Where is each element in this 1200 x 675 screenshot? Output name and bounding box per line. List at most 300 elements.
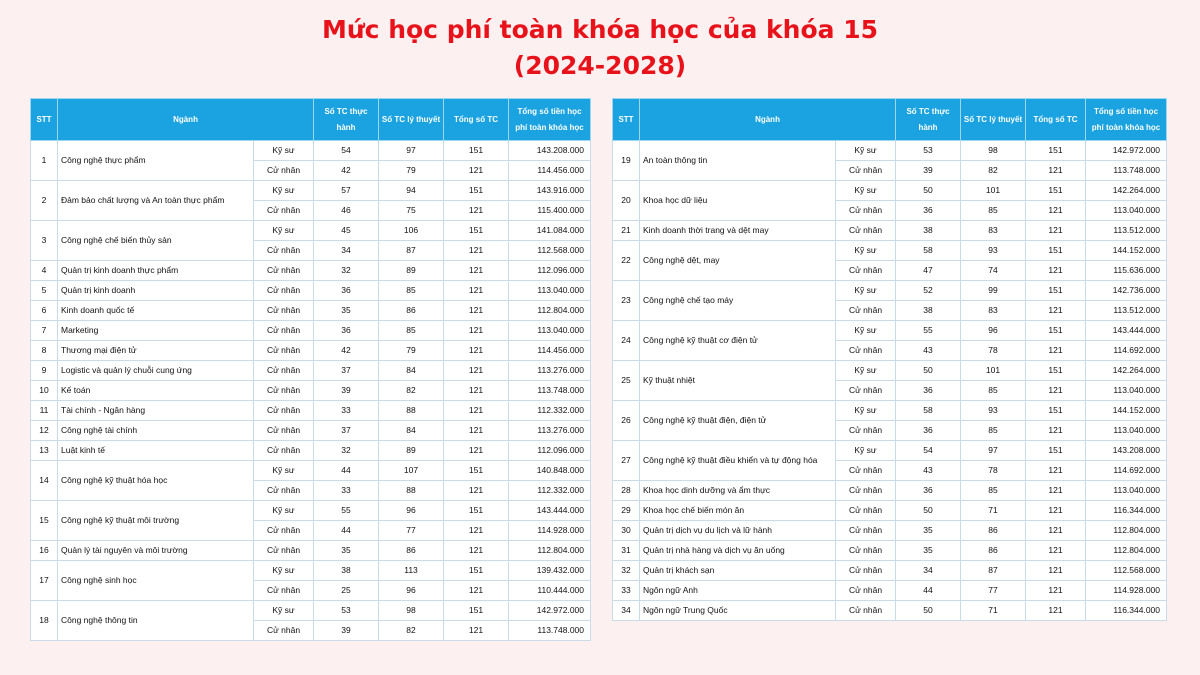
cell-tong-tien: 112.568.000	[509, 241, 591, 261]
cell-tong-tien: 113.512.000	[1086, 301, 1167, 321]
cell-tc-thuc-hanh: 25	[314, 581, 379, 601]
cell-he-dao-tao: Kỹ sư	[836, 321, 896, 341]
cell-tong-tc: 121	[1026, 581, 1086, 601]
cell-tong-tc: 151	[444, 461, 509, 481]
cell-tong-tien: 113.512.000	[1086, 221, 1167, 241]
cell-stt: 1	[31, 141, 58, 181]
header-stt: STT	[613, 99, 640, 141]
cell-tc-ly-thuyet: 85	[961, 201, 1026, 221]
cell-tc-thuc-hanh: 39	[896, 161, 961, 181]
cell-tc-thuc-hanh: 42	[314, 161, 379, 181]
cell-tong-tien: 114.928.000	[1086, 581, 1167, 601]
table-row	[31, 341, 591, 361]
cell-tong-tien: 143.208.000	[1086, 441, 1167, 461]
cell-tong-tien: 113.040.000	[509, 281, 591, 301]
cell-he-dao-tao: Cử nhân	[836, 301, 896, 321]
cell-he-dao-tao: Cử nhân	[836, 541, 896, 561]
cell-tc-ly-thuyet: 98	[961, 141, 1026, 161]
header-tc-thuc-hanh: Số TC thực hành	[896, 99, 961, 141]
cell-tc-ly-thuyet: 85	[961, 381, 1026, 401]
table-row	[613, 181, 1167, 201]
cell-stt: 27	[613, 441, 640, 481]
cell-tc-thuc-hanh: 34	[314, 241, 379, 261]
cell-nganh: Công nghệ kỹ thuật điều khiển và tự động hóa	[640, 441, 836, 481]
cell-tc-ly-thuyet: 99	[961, 281, 1026, 301]
cell-stt: 20	[613, 181, 640, 221]
cell-tong-tc: 151	[1026, 141, 1086, 161]
cell-tong-tc: 121	[1026, 301, 1086, 321]
cell-tong-tc: 121	[1026, 601, 1086, 621]
cell-tong-tien: 112.096.000	[509, 261, 591, 281]
cell-tc-ly-thuyet: 93	[961, 401, 1026, 421]
cell-he-dao-tao: Cử nhân	[254, 421, 314, 441]
cell-tong-tc: 121	[444, 421, 509, 441]
cell-tc-ly-thuyet: 85	[961, 481, 1026, 501]
header-tong-tien: Tổng số tiền học phí toàn khóa học	[509, 99, 591, 141]
cell-he-dao-tao: Kỹ sư	[254, 561, 314, 581]
cell-nganh: Quản trị kinh doanh thực phẩm	[58, 261, 254, 281]
cell-he-dao-tao: Kỹ sư	[254, 461, 314, 481]
header-tong-tien: Tổng số tiền học phí toàn khóa học	[1086, 99, 1167, 141]
cell-tong-tien: 113.748.000	[1086, 161, 1167, 181]
table-row	[613, 501, 1167, 521]
table-row	[613, 521, 1167, 541]
cell-tc-ly-thuyet: 84	[379, 421, 444, 441]
table-row	[613, 221, 1167, 241]
cell-stt: 21	[613, 221, 640, 241]
cell-tc-ly-thuyet: 85	[379, 281, 444, 301]
cell-tong-tien: 113.040.000	[509, 321, 591, 341]
cell-stt: 24	[613, 321, 640, 361]
cell-stt: 25	[613, 361, 640, 401]
cell-he-dao-tao: Cử nhân	[254, 321, 314, 341]
cell-nganh: Công nghệ kỹ thuật hóa học	[58, 461, 254, 501]
cell-stt: 16	[31, 541, 58, 561]
cell-nganh: Marketing	[58, 321, 254, 341]
cell-he-dao-tao: Cử nhân	[254, 361, 314, 381]
header-tc-ly-thuyet: Số TC lý thuyết	[379, 99, 444, 141]
cell-tong-tc: 121	[444, 441, 509, 461]
cell-tong-tc: 151	[444, 601, 509, 621]
cell-tong-tc: 121	[1026, 481, 1086, 501]
cell-nganh: Quản lý tài nguyên và môi trường	[58, 541, 254, 561]
cell-stt: 17	[31, 561, 58, 601]
cell-stt: 14	[31, 461, 58, 501]
cell-stt: 33	[613, 581, 640, 601]
cell-he-dao-tao: Cử nhân	[254, 281, 314, 301]
cell-tong-tien: 112.804.000	[1086, 541, 1167, 561]
table-row	[31, 281, 591, 301]
table-row	[31, 601, 591, 621]
cell-tc-ly-thuyet: 98	[379, 601, 444, 621]
cell-nganh: Công nghệ dệt, may	[640, 241, 836, 281]
cell-nganh: Quản trị khách sạn	[640, 561, 836, 581]
table-body-left	[31, 141, 591, 641]
cell-tc-ly-thuyet: 78	[961, 341, 1026, 361]
cell-tong-tc: 151	[1026, 401, 1086, 421]
cell-tc-thuc-hanh: 47	[896, 261, 961, 281]
cell-tc-ly-thuyet: 86	[961, 521, 1026, 541]
cell-tong-tien: 115.636.000	[1086, 261, 1167, 281]
cell-stt: 19	[613, 141, 640, 181]
cell-nganh: Công nghệ chế tạo máy	[640, 281, 836, 321]
cell-nganh: Quản trị nhà hàng và dịch vụ ăn uống	[640, 541, 836, 561]
cell-tong-tc: 121	[444, 481, 509, 501]
cell-tc-ly-thuyet: 96	[961, 321, 1026, 341]
cell-tong-tien: 114.692.000	[1086, 461, 1167, 481]
cell-tong-tien: 142.264.000	[1086, 181, 1167, 201]
cell-tc-ly-thuyet: 77	[961, 581, 1026, 601]
cell-he-dao-tao: Cử nhân	[836, 581, 896, 601]
cell-he-dao-tao: Kỹ sư	[254, 181, 314, 201]
cell-tong-tien: 143.444.000	[1086, 321, 1167, 341]
cell-tc-ly-thuyet: 94	[379, 181, 444, 201]
header-nganh: Ngành	[58, 99, 314, 141]
cell-he-dao-tao: Cử nhân	[254, 521, 314, 541]
cell-tc-thuc-hanh: 38	[314, 561, 379, 581]
table-row	[613, 441, 1167, 461]
cell-nganh: Quản trị kinh doanh	[58, 281, 254, 301]
cell-tong-tien: 116.344.000	[1086, 601, 1167, 621]
cell-tc-thuc-hanh: 34	[896, 561, 961, 581]
table-row	[31, 361, 591, 381]
cell-he-dao-tao: Kỹ sư	[254, 221, 314, 241]
cell-stt: 12	[31, 421, 58, 441]
cell-nganh: Ngôn ngữ Anh	[640, 581, 836, 601]
cell-tong-tien: 143.444.000	[509, 501, 591, 521]
cell-tc-thuc-hanh: 36	[314, 321, 379, 341]
cell-tong-tc: 121	[444, 361, 509, 381]
table-row	[31, 461, 591, 481]
cell-tc-ly-thuyet: 89	[379, 441, 444, 461]
cell-tong-tc: 121	[444, 401, 509, 421]
cell-tc-thuc-hanh: 50	[896, 361, 961, 381]
cell-he-dao-tao: Cử nhân	[254, 381, 314, 401]
table-row	[613, 401, 1167, 421]
table-row	[31, 561, 591, 581]
cell-tc-thuc-hanh: 44	[314, 521, 379, 541]
cell-tc-thuc-hanh: 43	[896, 461, 961, 481]
cell-tong-tien: 115.400.000	[509, 201, 591, 221]
cell-tong-tien: 113.040.000	[1086, 481, 1167, 501]
cell-he-dao-tao: Cử nhân	[836, 601, 896, 621]
table-row	[613, 601, 1167, 621]
cell-tc-thuc-hanh: 55	[314, 501, 379, 521]
cell-nganh: Khoa học dinh dưỡng và ẩm thực	[640, 481, 836, 501]
cell-tong-tien: 114.456.000	[509, 161, 591, 181]
cell-nganh: Khoa học dữ liệu	[640, 181, 836, 221]
header-stt: STT	[31, 99, 58, 141]
cell-tc-thuc-hanh: 55	[896, 321, 961, 341]
cell-tc-ly-thuyet: 86	[961, 541, 1026, 561]
cell-he-dao-tao: Kỹ sư	[836, 241, 896, 261]
cell-stt: 6	[31, 301, 58, 321]
cell-nganh: Kinh doanh quốc tế	[58, 301, 254, 321]
cell-tong-tien: 113.040.000	[1086, 421, 1167, 441]
cell-tc-thuc-hanh: 37	[314, 361, 379, 381]
cell-tc-thuc-hanh: 44	[314, 461, 379, 481]
cell-tc-ly-thuyet: 88	[379, 401, 444, 421]
table-row	[613, 541, 1167, 561]
cell-tc-thuc-hanh: 36	[896, 421, 961, 441]
cell-tc-thuc-hanh: 39	[314, 381, 379, 401]
header-tong-tc: Tổng số TC	[444, 99, 509, 141]
cell-tc-ly-thuyet: 87	[961, 561, 1026, 581]
cell-tc-ly-thuyet: 78	[961, 461, 1026, 481]
cell-tc-ly-thuyet: 101	[961, 181, 1026, 201]
tuition-table-right	[612, 98, 1167, 621]
cell-stt: 34	[613, 601, 640, 621]
cell-nganh: Công nghệ tài chính	[58, 421, 254, 441]
header-tc-ly-thuyet: Số TC lý thuyết	[961, 99, 1026, 141]
cell-tong-tc: 151	[1026, 441, 1086, 461]
cell-tc-ly-thuyet: 85	[379, 321, 444, 341]
table-row	[31, 261, 591, 281]
cell-tc-ly-thuyet: 85	[961, 421, 1026, 441]
cell-tong-tc: 151	[444, 141, 509, 161]
cell-he-dao-tao: Cử nhân	[254, 581, 314, 601]
cell-tc-thuc-hanh: 53	[896, 141, 961, 161]
cell-tc-thuc-hanh: 58	[896, 241, 961, 261]
cell-nganh: Công nghệ kỹ thuật cơ điện tử	[640, 321, 836, 361]
cell-he-dao-tao: Cử nhân	[254, 301, 314, 321]
cell-tong-tien: 113.276.000	[509, 361, 591, 381]
cell-tong-tc: 151	[1026, 281, 1086, 301]
table-row	[613, 321, 1167, 341]
cell-tc-thuc-hanh: 50	[896, 181, 961, 201]
cell-tc-thuc-hanh: 50	[896, 601, 961, 621]
cell-tc-ly-thuyet: 96	[379, 581, 444, 601]
cell-tc-thuc-hanh: 57	[314, 181, 379, 201]
cell-tong-tien: 142.736.000	[1086, 281, 1167, 301]
cell-he-dao-tao: Kỹ sư	[254, 601, 314, 621]
cell-tc-thuc-hanh: 36	[896, 481, 961, 501]
cell-tong-tien: 113.040.000	[1086, 201, 1167, 221]
cell-he-dao-tao: Cử nhân	[836, 461, 896, 481]
cell-stt: 26	[613, 401, 640, 441]
cell-tong-tc: 151	[1026, 241, 1086, 261]
cell-tc-ly-thuyet: 107	[379, 461, 444, 481]
cell-he-dao-tao: Cử nhân	[836, 341, 896, 361]
cell-tong-tien: 112.332.000	[509, 481, 591, 501]
cell-tc-ly-thuyet: 83	[961, 221, 1026, 241]
cell-tong-tc: 121	[1026, 461, 1086, 481]
cell-tong-tc: 121	[444, 621, 509, 641]
cell-tong-tc: 121	[444, 321, 509, 341]
cell-stt: 22	[613, 241, 640, 281]
cell-nganh: Thương mại điện tử	[58, 341, 254, 361]
cell-tc-ly-thuyet: 106	[379, 221, 444, 241]
cell-he-dao-tao: Cử nhân	[836, 521, 896, 541]
table-body-right	[613, 141, 1167, 621]
cell-stt: 5	[31, 281, 58, 301]
cell-tong-tc: 121	[444, 161, 509, 181]
cell-tc-ly-thuyet: 82	[961, 161, 1026, 181]
cell-nganh: Công nghệ chế biến thủy sản	[58, 221, 254, 261]
cell-tong-tien: 112.804.000	[509, 301, 591, 321]
cell-tong-tien: 112.332.000	[509, 401, 591, 421]
cell-tc-thuc-hanh: 35	[896, 541, 961, 561]
cell-tong-tc: 151	[1026, 321, 1086, 341]
cell-tc-ly-thuyet: 113	[379, 561, 444, 581]
cell-tc-ly-thuyet: 93	[961, 241, 1026, 261]
cell-tc-thuc-hanh: 54	[314, 141, 379, 161]
cell-tong-tc: 121	[1026, 261, 1086, 281]
cell-he-dao-tao: Kỹ sư	[836, 361, 896, 381]
cell-tc-ly-thuyet: 79	[379, 341, 444, 361]
cell-he-dao-tao: Cử nhân	[836, 381, 896, 401]
table-row	[31, 441, 591, 461]
table-row	[613, 481, 1167, 501]
cell-tong-tien: 110.444.000	[509, 581, 591, 601]
cell-tc-thuc-hanh: 33	[314, 401, 379, 421]
cell-nganh: Công nghệ thông tin	[58, 601, 254, 641]
cell-tc-ly-thuyet: 83	[961, 301, 1026, 321]
cell-tc-thuc-hanh: 45	[314, 221, 379, 241]
cell-tc-thuc-hanh: 54	[896, 441, 961, 461]
cell-tong-tc: 121	[444, 581, 509, 601]
cell-tong-tc: 121	[444, 301, 509, 321]
cell-he-dao-tao: Kỹ sư	[836, 441, 896, 461]
cell-tong-tien: 113.748.000	[509, 621, 591, 641]
cell-stt: 4	[31, 261, 58, 281]
cell-tc-ly-thuyet: 82	[379, 621, 444, 641]
cell-he-dao-tao: Cử nhân	[836, 501, 896, 521]
cell-tong-tc: 121	[444, 341, 509, 361]
cell-tong-tc: 121	[1026, 201, 1086, 221]
cell-tong-tc: 121	[444, 201, 509, 221]
cell-tc-ly-thuyet: 86	[379, 541, 444, 561]
table-row	[613, 581, 1167, 601]
table-row	[31, 501, 591, 521]
cell-he-dao-tao: Kỹ sư	[836, 401, 896, 421]
cell-tong-tien: 113.748.000	[509, 381, 591, 401]
cell-nganh: Công nghệ thực phẩm	[58, 141, 254, 181]
cell-he-dao-tao: Cử nhân	[836, 481, 896, 501]
cell-stt: 28	[613, 481, 640, 501]
cell-tc-thuc-hanh: 35	[896, 521, 961, 541]
cell-tong-tien: 139.432.000	[509, 561, 591, 581]
cell-tong-tien: 143.208.000	[509, 141, 591, 161]
cell-he-dao-tao: Cử nhân	[254, 341, 314, 361]
cell-tc-thuc-hanh: 38	[896, 221, 961, 241]
cell-tc-ly-thuyet: 87	[379, 241, 444, 261]
cell-he-dao-tao: Cử nhân	[836, 201, 896, 221]
cell-nganh: Công nghệ kỹ thuật điện, điện tử	[640, 401, 836, 441]
cell-he-dao-tao: Cử nhân	[836, 161, 896, 181]
cell-he-dao-tao: Cử nhân	[836, 221, 896, 241]
cell-tc-thuc-hanh: 38	[896, 301, 961, 321]
cell-nganh: Khoa học chế biến món ăn	[640, 501, 836, 521]
cell-tc-thuc-hanh: 37	[314, 421, 379, 441]
cell-tong-tien: 144.152.000	[1086, 241, 1167, 261]
cell-he-dao-tao: Cử nhân	[836, 421, 896, 441]
cell-tc-thuc-hanh: 44	[896, 581, 961, 601]
table-row	[613, 361, 1167, 381]
cell-tong-tien: 114.456.000	[509, 341, 591, 361]
cell-tong-tien: 114.928.000	[509, 521, 591, 541]
cell-tong-tien: 140.848.000	[509, 461, 591, 481]
cell-stt: 10	[31, 381, 58, 401]
cell-he-dao-tao: Cử nhân	[254, 261, 314, 281]
cell-tong-tien: 112.096.000	[509, 441, 591, 461]
table-row	[31, 541, 591, 561]
cell-tc-ly-thuyet: 86	[379, 301, 444, 321]
table-row	[31, 181, 591, 201]
cell-he-dao-tao: Cử nhân	[836, 561, 896, 581]
cell-tc-ly-thuyet: 89	[379, 261, 444, 281]
cell-nganh: Tài chính - Ngân hàng	[58, 401, 254, 421]
cell-he-dao-tao: Cử nhân	[254, 621, 314, 641]
cell-stt: 8	[31, 341, 58, 361]
cell-he-dao-tao: Cử nhân	[254, 441, 314, 461]
table-row	[613, 141, 1167, 161]
cell-stt: 2	[31, 181, 58, 221]
cell-nganh: Kinh doanh thời trang và dệt may	[640, 221, 836, 241]
cell-tong-tc: 121	[1026, 501, 1086, 521]
cell-tc-ly-thuyet: 77	[379, 521, 444, 541]
cell-tc-ly-thuyet: 96	[379, 501, 444, 521]
cell-nganh: Logistic và quản lý chuỗi cung ứng	[58, 361, 254, 381]
cell-tong-tc: 121	[1026, 521, 1086, 541]
table-row	[31, 221, 591, 241]
cell-he-dao-tao: Kỹ sư	[836, 141, 896, 161]
cell-tc-thuc-hanh: 52	[896, 281, 961, 301]
cell-tc-ly-thuyet: 79	[379, 161, 444, 181]
cell-tc-thuc-hanh: 32	[314, 441, 379, 461]
cell-stt: 7	[31, 321, 58, 341]
cell-tong-tien: 142.972.000	[1086, 141, 1167, 161]
cell-he-dao-tao: Kỹ sư	[836, 281, 896, 301]
cell-stt: 11	[31, 401, 58, 421]
header-tc-thuc-hanh: Số TC thực hành	[314, 99, 379, 141]
cell-he-dao-tao: Kỹ sư	[254, 501, 314, 521]
cell-tc-thuc-hanh: 53	[314, 601, 379, 621]
cell-nganh: Kỹ thuật nhiệt	[640, 361, 836, 401]
cell-tc-thuc-hanh: 43	[896, 341, 961, 361]
cell-stt: 15	[31, 501, 58, 541]
cell-tc-thuc-hanh: 46	[314, 201, 379, 221]
table-row	[31, 381, 591, 401]
cell-tong-tc: 121	[444, 521, 509, 541]
cell-tong-tien: 142.264.000	[1086, 361, 1167, 381]
table-row	[31, 141, 591, 161]
cell-tong-tien: 112.804.000	[1086, 521, 1167, 541]
cell-tong-tien: 144.152.000	[1086, 401, 1167, 421]
cell-nganh: Công nghệ sinh học	[58, 561, 254, 601]
cell-tc-ly-thuyet: 97	[961, 441, 1026, 461]
cell-stt: 13	[31, 441, 58, 461]
cell-tong-tc: 121	[1026, 161, 1086, 181]
cell-tong-tc: 151	[1026, 181, 1086, 201]
cell-tong-tien: 141.084.000	[509, 221, 591, 241]
title-line-2: (2024-2028)	[513, 51, 687, 80]
cell-tong-tc: 121	[1026, 221, 1086, 241]
cell-tc-thuc-hanh: 32	[314, 261, 379, 281]
cell-tong-tien: 116.344.000	[1086, 501, 1167, 521]
cell-tong-tien: 114.692.000	[1086, 341, 1167, 361]
cell-nganh: Kế toán	[58, 381, 254, 401]
table-row	[613, 281, 1167, 301]
table-row	[613, 561, 1167, 581]
cell-tc-thuc-hanh: 35	[314, 541, 379, 561]
cell-tc-thuc-hanh: 35	[314, 301, 379, 321]
cell-nganh: Quản trị dịch vụ du lịch và lữ hành	[640, 521, 836, 541]
cell-tong-tc: 121	[444, 281, 509, 301]
cell-stt: 18	[31, 601, 58, 641]
cell-nganh: Công nghệ kỹ thuật môi trường	[58, 501, 254, 541]
cell-he-dao-tao: Kỹ sư	[836, 181, 896, 201]
